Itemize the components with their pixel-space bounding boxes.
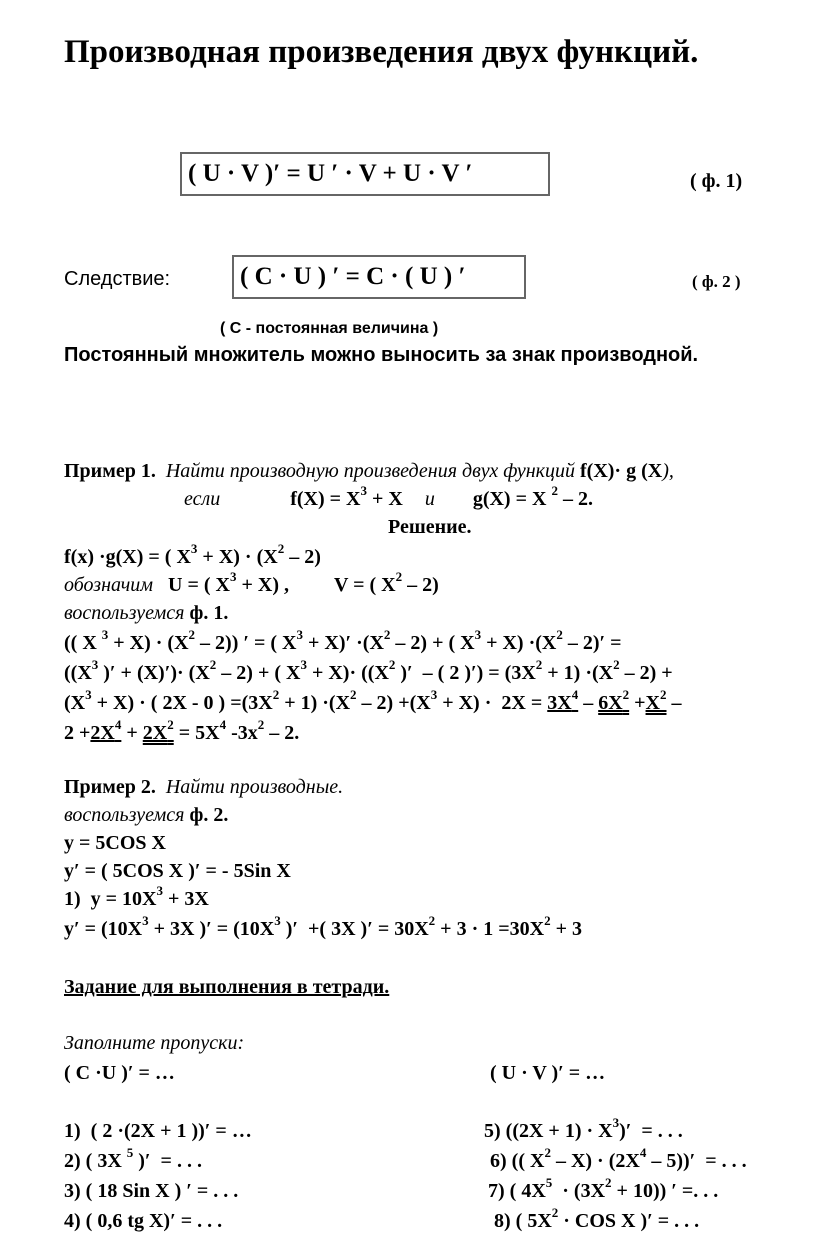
formula-1: ( U · V )′ = U ′ · V + U · V ′ xyxy=(188,160,473,187)
task-2: 2) ( 3X $^5$ )′ = . . . xyxy=(64,1145,202,1172)
formula-2: ( C · U ) ′ = C · ( U ) ′ xyxy=(240,263,466,290)
example-1-fg: f(X)· g (X xyxy=(580,460,663,482)
example-2-line-1: y = 5COS X xyxy=(64,832,166,854)
corollary-label: Следствие: xyxy=(64,268,171,290)
assignment-heading: Задание для выполнения в тетради. xyxy=(64,976,390,998)
fill-in-instruction: Заполните пропуски: xyxy=(64,1032,245,1054)
solution-line-5: (($X^3$ )′ + $(X)')\cdot (X^2 - 2)$ + ( $X^3 + X)\cdot ((X^2$ )′ – ( 2 )′) = $(3X^2 + 1) \cdot(X^2 - 2)$ + xyxy=(64,657,673,684)
task-7: 7) ( $4X^5 \cdot (3X^2 + 10)$) ′ =. . . xyxy=(488,1175,719,1202)
solution-line-6: $(X^3 + X)$ · ( 2X - 0 ) $=(3X^2 + 1) \cdot(X^2 - 2) +(X^3 + X) \cdot 2X = 3X^4 - 6X^2 +X^2$ – xyxy=(64,687,682,714)
example-1-task: Найти производную произведения двух функций xyxy=(165,460,575,482)
example-1-label: Пример 1. xyxy=(64,460,156,482)
example-1-header: Пример 1. Найти производную произведения двух функций f(X)· g (X), xyxy=(64,460,674,482)
example-2-line-2: y′ = ( 5COS X )′ = - 5Sin X xyxy=(64,860,291,882)
task-1: 1) ( 2 ·(2X + 1 ))′ = … xyxy=(64,1120,252,1142)
solution-line-4: (( X $^3 + X) \cdot (X^2 - 2)$) ′ = ( $X^3 + X)' \cdot(X^2 - 2)$ + ( $X^3 + X) \cdot(X^2 - 2)'$ = xyxy=(64,627,622,654)
page-title: Производная произведения двух функций. xyxy=(64,34,699,70)
formula-1-box xyxy=(180,152,550,196)
example-2-task: Найти производные. xyxy=(165,776,344,798)
task-8: 8) ( $5X^2$ · COS X )′ = . . . xyxy=(494,1205,700,1232)
example-1-definitions: если $f(X) = X^3 + X$ и g(X) = X $^2$ – 2. xyxy=(184,483,593,510)
task-4: 4) ( 0,6 tg X)′ = . . . xyxy=(64,1210,223,1232)
solution-line-3: воспользуемся ф. 1. xyxy=(64,602,229,624)
solution-line-1: f(x) ·g(X) = ( $X^3 + X) \cdot (X^2 - 2)$ xyxy=(64,541,321,568)
task-3: 3) ( 18 Sin X ) ′ = . . . xyxy=(64,1180,239,1202)
const-note: ( С - постоянная величина ) xyxy=(220,320,439,337)
task-6: 6) (( $X^2 - X) \cdot (2X^4 - 5))'$ = . . . xyxy=(490,1145,747,1172)
task-uv: ( U · V )′ = … xyxy=(490,1062,606,1084)
formula-1-ref: ( ф. 1) xyxy=(690,170,743,192)
rule-text: Постоянный множитель можно выносить за знак производной. xyxy=(64,344,699,366)
example-2-line-3: 1) $y = 10X^3 + 3X$ xyxy=(64,883,209,910)
task-5: 5) $((2X + 1) \cdot X^3)'$ = . . . xyxy=(484,1115,683,1142)
example-2-hint: воспользуемся ф. 2. xyxy=(64,804,229,826)
formula-2-ref: ( ф. 2 ) xyxy=(692,272,741,291)
task-cu: ( C ·U )′ = … xyxy=(64,1062,175,1084)
example-2-header xyxy=(64,774,343,800)
example-2-label: Пример 2. xyxy=(64,776,156,798)
solution-line-7: $2 +2X^4 + 2X^2 = 5X^4$ $-3x^2 - 2$. xyxy=(64,717,300,744)
example-2-line-4: $y' = (10X^3 + 3X$ )′ = ($10X^3$ )′ +( 3X )′ = $30X^2 + 3 \cdot 1 =30X^2 + 3$ xyxy=(64,913,582,940)
solution-line-2: обозначим U = ( $X^3 + X$) , V = ( $X^2 - 2$) xyxy=(64,569,439,596)
solution-heading: Решение. xyxy=(388,516,472,538)
formula-2-box xyxy=(232,255,526,299)
